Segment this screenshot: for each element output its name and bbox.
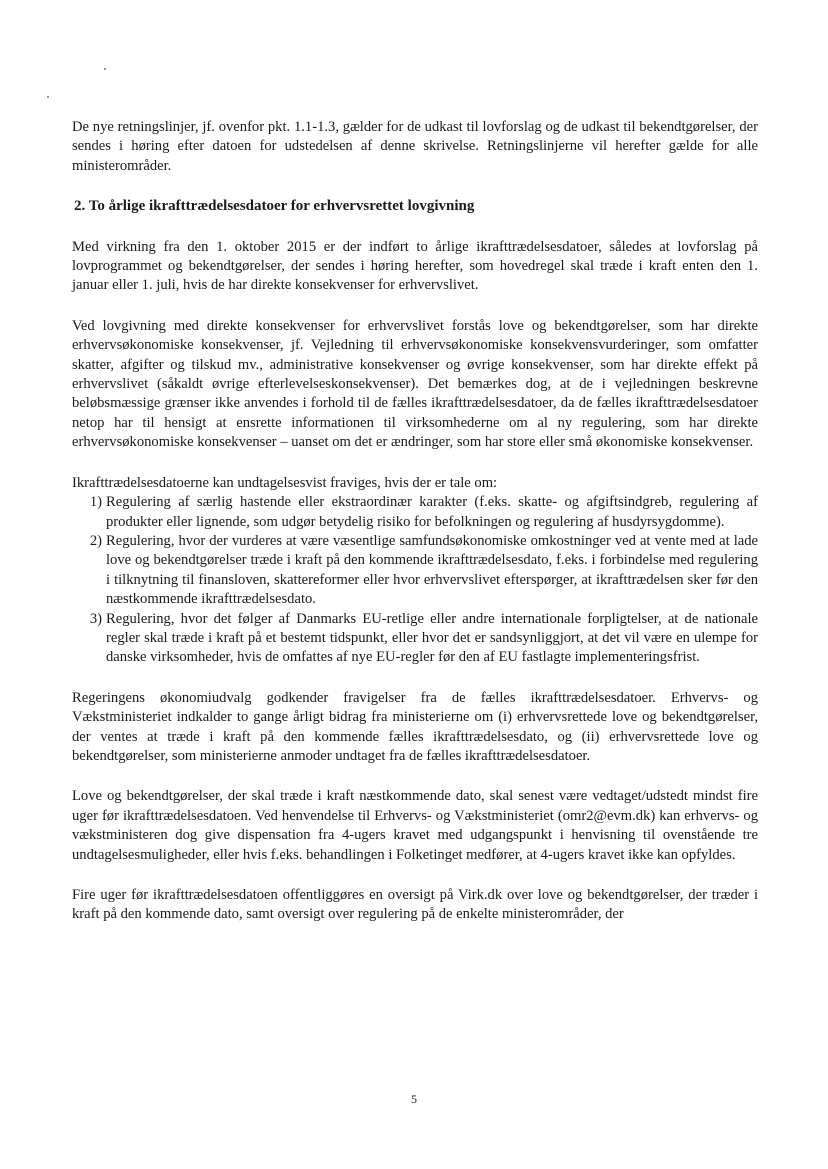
effective-dates-paragraph: Med virkning fra den 1. oktober 2015 er der indført to årlige ikrafttrædelsesdatoer, således at lovforslag på lovprogrammet og bekendtgørelser, der sendes i høring herefter, som hovedregel skal træde i kraft enten den 1. januar eller 1. juli, hvis de har direkte konsekvenser for erhvervslivet. bbox=[72, 238, 758, 294]
section-heading: 2. To årlige ikrafttrædelsesdatoer for erhvervsrettet lovgivning bbox=[74, 198, 475, 215]
list-item bbox=[72, 610, 758, 668]
list-item-text: Regulering, hvor det følger af Danmarks EU-retlige eller andre internationale forpligtelser, at de nationale regler skal træde i kraft på et bestemt tidspunkt, eller hvor det er sandsynliggjort, at det vil være en ulempe for danske virksomheder, hvis de omfattes af nye EU-regler før den af EU fastlagte implementeringsfrist. bbox=[106, 610, 758, 666]
list-item-text: Regulering, hvor der vurderes at være væsentlige samfundsøkonomiske omkostninger ved at vente med at lade love og bekendtgørelser træde i kraft på den kommende ikrafttrædelsesdato, f.eks. i forbindelse med regulering i tilknytning til finansloven, skattereformer eller hvor erhvervslivet efterspørger, at ikrafttrædelsen sker før den næstkommende ikrafttrædelsesdato. bbox=[106, 532, 758, 608]
page-content bbox=[72, 118, 758, 946]
definition-paragraph: Ved lovgivning med direkte konsekvenser for erhvervslivet forstås love og bekendtgørelser, som har direkte erhvervsøkonomiske konsekvenser, jf. Vejledning til erhvervsøkonomiske konsekvensvurderinger, som omfatter skatter, afgifter og tilskud mv., administrative konsekvenser og øvrige konsekvenser, som har direkte effekt på erhvervslivet (såkaldt øvrige efterlevelseskonsekvenser). Det bemærkes dog, at de i vejledningen beskrevne beløbsmæssige grænser ikke anvendes i forhold til de fælles ikrafttrædelsesdatoer, da de fælles ikrafttrædelsesdatoer netop har til hensigt at ensrette informationen til virksomhederne om al ny regulering, som har direkte erhvervsøkonomiske konsekvenser – uanset om det er ændringer, som har store eller små økonomiske konsekvenser. bbox=[72, 317, 758, 451]
scan-speck bbox=[104, 68, 106, 70]
exceptions-intro: Ikrafttrædelsesdatoerne kan undtagelsesvist fraviges, hvis der er tale om: bbox=[72, 474, 498, 491]
list-item-number: 3) bbox=[89, 610, 102, 627]
list-item bbox=[72, 532, 758, 610]
exceptions-list bbox=[72, 474, 758, 668]
list-item-text: Regulering af særlig hastende eller ekstraordinær karakter (f.eks. skatte- og afgiftsindgreb, regulering af produkter eller lignende, som udgør betydelig risiko for befolkningen og regulering af husdyrsygdomme). bbox=[106, 494, 758, 530]
scan-speck bbox=[47, 96, 49, 98]
deadline-paragraph: Love og bekendtgørelser, der skal træde i kraft næstkommende dato, skal senest være vedtaget/udstedt mindst fire uger før ikrafttrædelsesdatoen. Ved henvendelse til Erhvervs- og Vækstministeriet (omr2@evm.dk) kan erhvervs- og vækstministeren dog give dispensation fra 4-ugers kravet med udgangspunkt i henvisning til ovenstående tre undtagelsesmuligheder, eller hvis f.eks. behandlingen i Folketinget medfører, at 4-ugers kravet ikke kan opfyldes. bbox=[72, 788, 758, 863]
list-item-number: 2) bbox=[89, 532, 102, 549]
approval-paragraph: Regeringens økonomiudvalg godkender fravigelser fra de fælles ikrafttrædelsesdatoer. Erhvervs- og Vækstministeriet indkalder to gange årligt bidrag fra ministerierne om (i) erhvervsrettede love og bekendtgørelser, der ventes at træde i kraft på den kommende fælles ikrafttrædelsesdato, og (ii) erhvervsrettede love og bekendtgørelser, som ministerierne anmoder undtaget fra de fælles ikrafttrædelsesdatoer. bbox=[72, 689, 758, 764]
intro-paragraph: De nye retningslinjer, jf. ovenfor pkt. 1.1-1.3, gælder for de udkast til lovforslag og de udkast til bekendtgørelser, der sendes i høring efter datoen for udstedelsen af denne skrivelse. Retningslinjerne vil herefter gælde for alle ministerområder. bbox=[72, 119, 758, 174]
list-item bbox=[72, 493, 758, 532]
list-item-number: 1) bbox=[89, 494, 102, 511]
page-number: 5 bbox=[411, 1092, 417, 1106]
publication-paragraph: Fire uger før ikrafttrædelsesdatoen offentliggøres en oversigt på Virk.dk over love og bekendtgørelser, der træder i kraft på den kommende dato, samt oversigt over regulering på de enkelte ministerområder, der bbox=[72, 887, 758, 923]
